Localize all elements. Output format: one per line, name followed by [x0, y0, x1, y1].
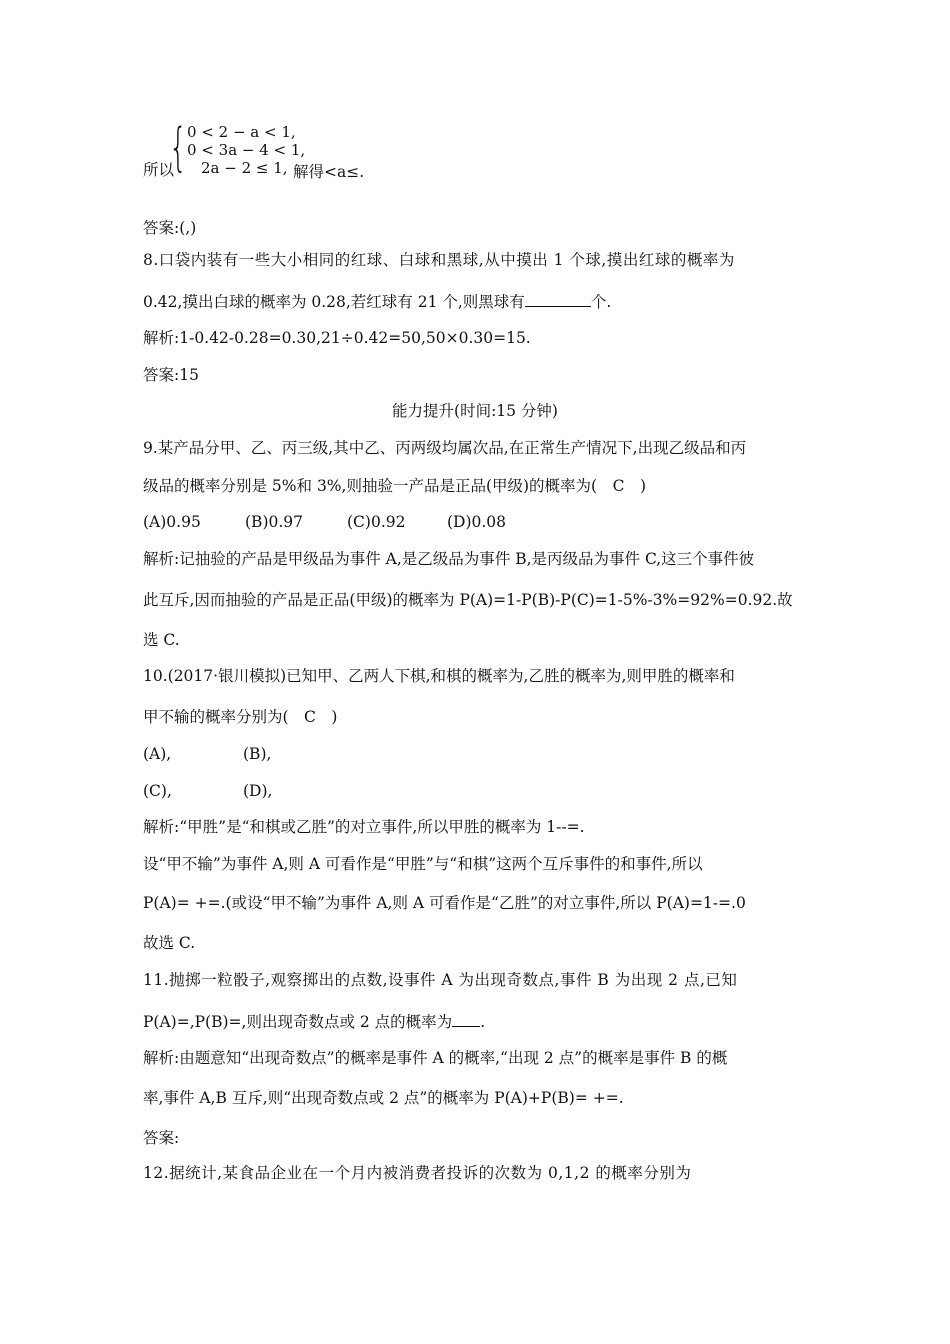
analysis-10-line-1: 解析:“甲胜”是“和棋或乙胜”的对立事件,所以甲胜的概率为 1--=. — [143, 818, 585, 836]
question-10-line-1: 10.(2017·银川模拟)已知甲、乙两人下棋,和棋的概率为,乙胜的概率为,则甲胜的概率和 — [143, 667, 735, 685]
analysis-9-line-3: 选 C. — [143, 631, 180, 649]
option-9-c: (C)0.92 — [347, 513, 406, 531]
analysis-9-line-1: 解析:记抽验的产品是甲级品为事件 A,是乙级品为事件 B,是丙级品为事件 C,这三个事件彼 — [143, 550, 755, 568]
option-9-a: (A)0.95 — [143, 513, 201, 531]
analysis-11-line-2: 率,事件 A,B 互斥,则“出现奇数点或 2 点”的概率为 P(A)+P(B)= +=. — [143, 1089, 624, 1107]
system-row-1: 0 < 2 − a < 1, — [187, 123, 296, 141]
question-9-line-2: 级品的概率分别是 5%和 3%,则抽验一产品是正品(甲级)的概率为( C ) — [143, 477, 647, 495]
answer-7: 答案:(,) — [143, 219, 197, 237]
question-8-text: 0.42,摸出白球的概率为 0.28,若红球有 21 个,则黑球有 — [143, 293, 525, 311]
analysis-10-line-2: 设“甲不输”为事件 A,则 A 可看作是“甲胜”与“和棋”这两个互斥事件的和事件,所以 — [143, 855, 703, 873]
question-11-line-1: 11.抛掷一粒骰子,观察掷出的点数,设事件 A 为出现奇数点,事件 B 为出现 2 点,已知 — [143, 971, 738, 989]
answer-8: 答案:15 — [143, 366, 199, 384]
question-10-line-2: 甲不输的概率分别为( C ) — [143, 708, 338, 726]
answer-blank — [452, 1012, 480, 1027]
option-9-d: (D)0.08 — [447, 513, 507, 531]
question-11-text: P(A)=,P(B)=,则出现奇数点或 2 点的概率为 — [143, 1013, 453, 1031]
question-11-line-2 — [143, 1012, 485, 1032]
question-8-line-1: 8.口袋内装有一些大小相同的红球、白球和黑球,从中摸出 1 个球,摸出红球的概率为 — [143, 251, 735, 269]
option-10-a: (A), — [143, 745, 172, 763]
inequality-system — [143, 118, 503, 184]
system-row-3: 2a − 2 ≤ 1, — [201, 159, 288, 177]
question-12-line-1: 12.据统计,某食品企业在一个月内被消费者投诉的次数为 0,1,2 的概率分别为 — [143, 1164, 692, 1182]
analysis-9-line-2: 此互斥,因而抽验的产品是正品(甲级)的概率为 P(A)=1-P(B)-P(C)=1-5%-3%=92%=0.92.故 — [143, 591, 793, 609]
answer-11: 答案: — [143, 1129, 180, 1147]
analysis-8: 解析:1-0.42-0.28=0.30,21÷0.42=50,50×0.30=15. — [143, 329, 531, 347]
option-9-b: (B)0.97 — [245, 513, 303, 531]
system-prefix: 所以 — [143, 161, 175, 179]
answer-blank — [525, 292, 591, 307]
question-9-line-1: 9.某产品分甲、乙、丙三级,其中乙、丙两级均属次品,在正常生产情况下,出现乙级品和丙 — [143, 439, 747, 457]
system-row-2: 0 < 3a − 4 < 1, — [187, 141, 306, 159]
option-10-b: (B), — [243, 745, 272, 763]
analysis-11-line-1: 解析:由题意知“出现奇数点”的概率是事件 A 的概率,“出现 2 点”的概率是事件 B 的概 — [143, 1049, 728, 1067]
question-8-tail: 个. — [590, 293, 612, 311]
question-11-tail: . — [480, 1013, 486, 1031]
section-heading: 能力提升(时间:15 分钟) — [392, 402, 558, 420]
question-8-line-2 — [143, 292, 611, 312]
analysis-10-line-3: P(A)= +=.(或设“甲不输”为事件 A,则 A 可看作是“乙胜”的对立事件,所以 P(A)=1-=.0 — [143, 894, 746, 912]
system-result: 解得<a≤. — [293, 163, 365, 181]
left-brace: { — [169, 118, 188, 178]
option-10-c: (C), — [143, 782, 172, 800]
option-10-d: (D), — [243, 782, 273, 800]
analysis-10-line-4: 故选 C. — [143, 934, 196, 952]
